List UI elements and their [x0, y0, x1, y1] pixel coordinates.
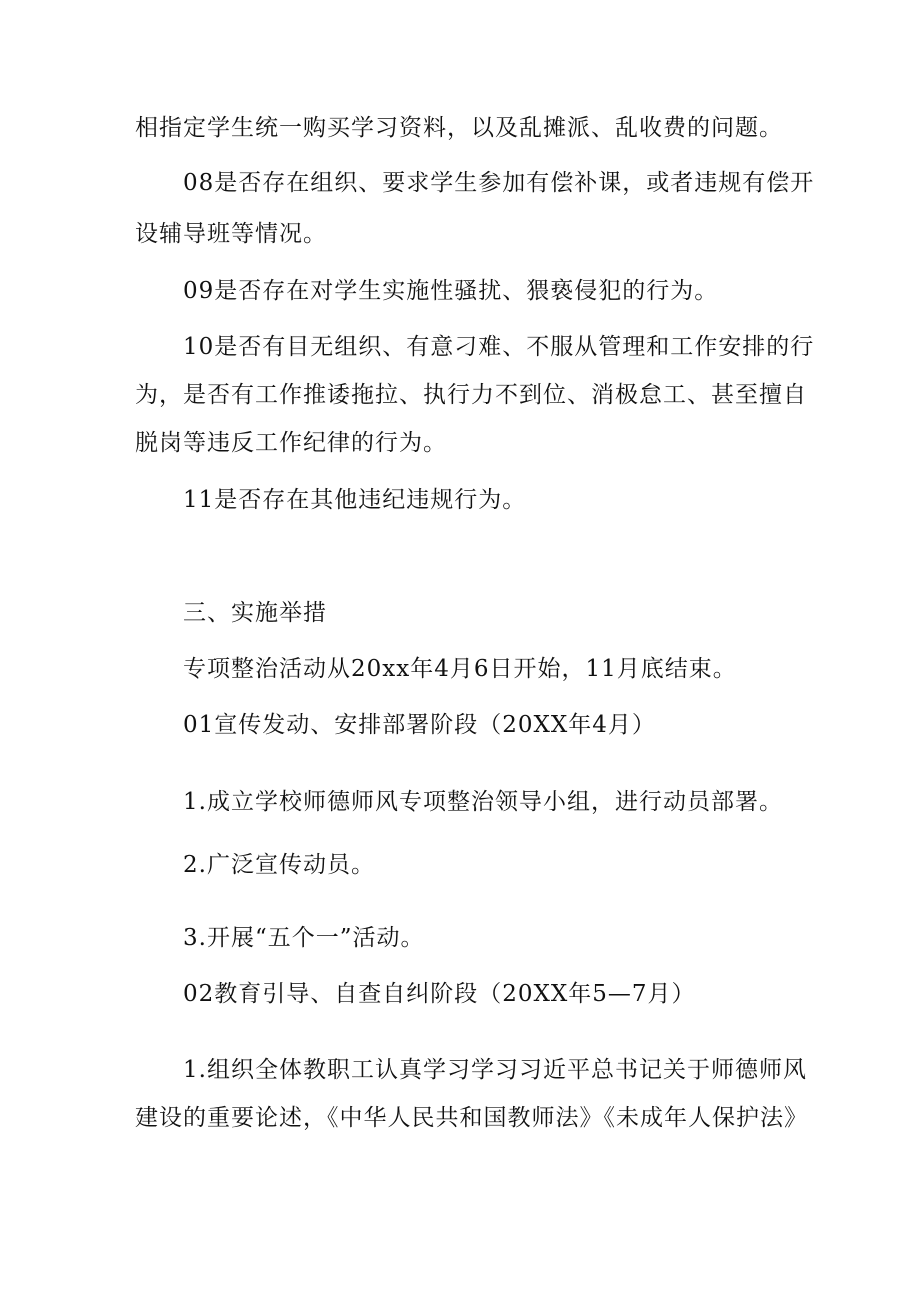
list-item: 3.开展“五个一”活动。 [183, 925, 425, 951]
text-line: 09是否存在对学生实施性骚扰、猥亵侵犯的行为。 [183, 278, 719, 304]
text-line: 相指定学生统一购买学习资料，以及乱摊派、乱收费的问题。 [135, 115, 783, 141]
text-line: 脱岗等违反工作纪律的行为。 [135, 430, 447, 456]
text-line: 专项整治活动从20xx年4月6日开始，11月底结束。 [183, 656, 737, 682]
text-line: 设辅导班等情况。 [135, 221, 327, 247]
list-item: 2.广泛宣传动员。 [183, 852, 375, 878]
text-line: 08是否存在组织、要求学生参加有偿补课，或者违规有偿开 [183, 170, 815, 196]
phase-heading: 01宣传发动、安排部署阶段（20XX年4月） [183, 712, 656, 738]
text-line: 建设的重要论述，《中华人民共和国教师法》《未成年人保护法》 [135, 1105, 808, 1131]
list-item: 1.成立学校师德师风专项整治领导小组，进行动员部署。 [183, 789, 783, 815]
text-line: 10是否有目无组织、有意刁难、不服从管理和工作安排的行 [183, 334, 815, 360]
section-heading: 三、实施举措 [183, 600, 327, 626]
phase-heading: 02教育引导、自查自纠阶段（20XX年5—7月） [183, 981, 696, 1007]
text-line: 为，是否有工作推诿拖拉、执行力不到位、消极怠工、甚至擅自 [135, 382, 807, 408]
text-line: 11是否存在其他违纪违规行为。 [183, 487, 527, 513]
list-item: 1.组织全体教职工认真学习学习习近平总书记关于师德师风 [183, 1057, 807, 1083]
